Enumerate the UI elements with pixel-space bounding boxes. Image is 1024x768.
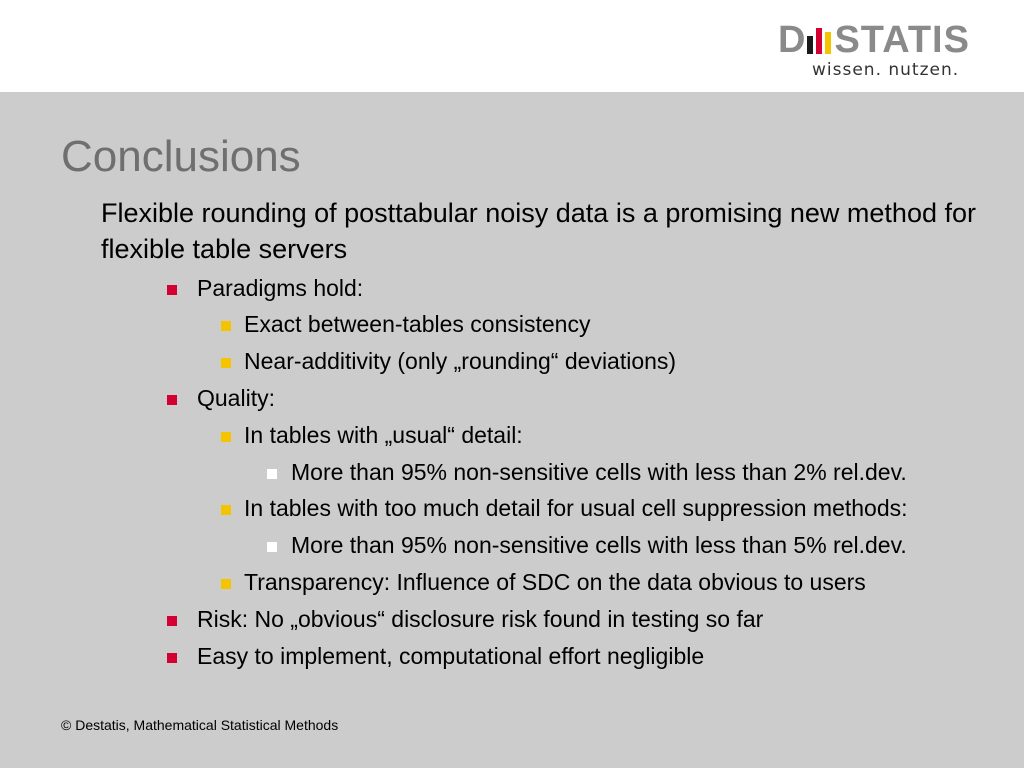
bullet-5pct: More than 95% non-sensitive cells with less than 5% rel.dev. xyxy=(291,532,907,558)
bullet-quality: Quality: xyxy=(197,385,275,411)
bullet-risk: Risk: No „obvious“ disclosure risk found in testing so far xyxy=(197,606,764,632)
header-bar xyxy=(0,0,1024,92)
logo-letter-d: D xyxy=(778,19,807,61)
logo-tagline: wissen. nutzen. xyxy=(812,60,960,80)
bullet-2pct: More than 95% non-sensitive cells with less than 2% rel.dev. xyxy=(291,459,907,485)
slide-title: Conclusions xyxy=(61,132,301,181)
bullet-marker-white-icon xyxy=(267,542,277,552)
bullet-marker-red-icon xyxy=(167,653,177,663)
slide-body xyxy=(0,92,1024,768)
bullet-transparency: Transparency: Influence of SDC on the data obvious to users xyxy=(244,569,866,595)
bullet-marker-white-icon xyxy=(267,469,277,479)
logo-wordmark xyxy=(778,20,970,60)
lead-statement: Flexible rounding of posttabular noisy data is a promising new method for flexible table servers xyxy=(101,198,976,264)
bullet-marker-red-icon xyxy=(167,616,177,626)
bullet-marker-yellow-icon xyxy=(221,321,231,331)
flag-bars-icon xyxy=(807,24,833,54)
bullet-easy: Easy to implement, computational effort negligible xyxy=(197,643,705,669)
bullet-marker-red-icon xyxy=(167,395,177,405)
bullet-marker-yellow-icon xyxy=(221,432,231,442)
bullet-usual-detail: In tables with „usual“ detail: xyxy=(244,422,523,448)
bullet-too-much-detail: In tables with too much detail for usual cell suppression methods: xyxy=(244,495,908,521)
destatis-logo xyxy=(778,20,988,82)
bullet-marker-yellow-icon xyxy=(221,505,231,515)
bullet-near-additivity: Near-additivity (only „rounding“ deviations) xyxy=(244,348,677,374)
bullet-consistency: Exact between-tables consistency xyxy=(244,311,591,337)
footer-copyright: © Destatis, Mathematical Statistical Methods xyxy=(61,717,339,733)
bullet-marker-yellow-icon xyxy=(221,358,231,368)
bullet-paradigms: Paradigms hold: xyxy=(197,275,364,301)
logo-letters-statis: STATIS xyxy=(834,19,970,61)
bullet-marker-red-icon xyxy=(167,285,177,295)
bullet-marker-yellow-icon xyxy=(221,579,231,589)
